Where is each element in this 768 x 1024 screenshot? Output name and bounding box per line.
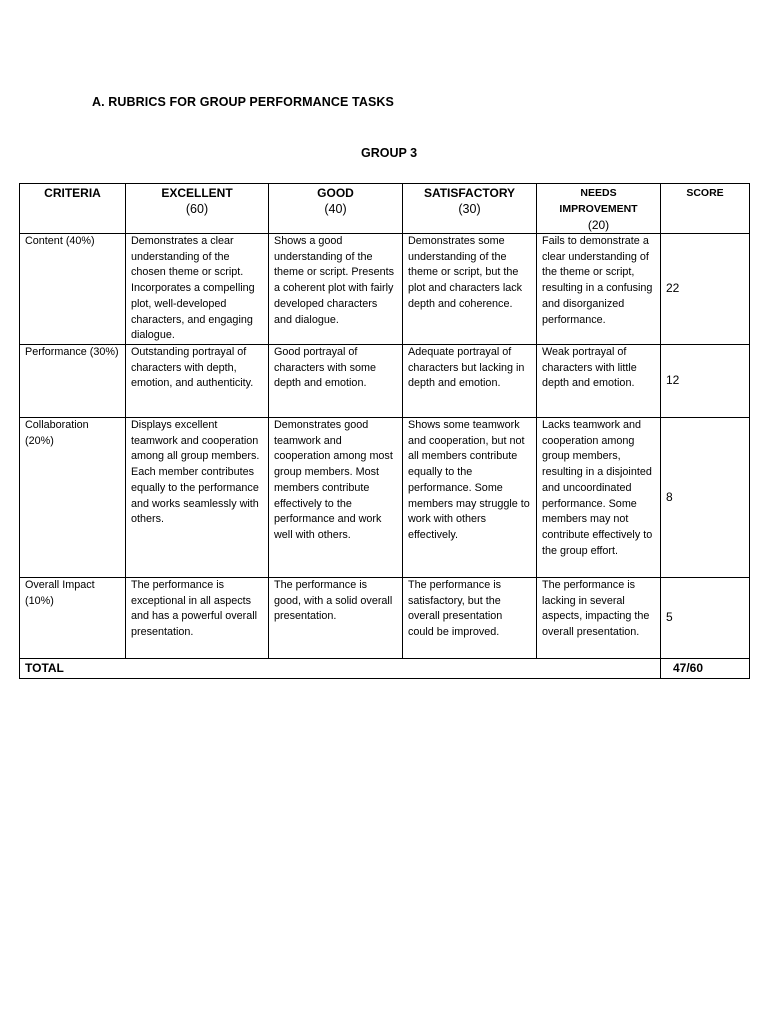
needs-improvement-cell: Fails to demonstrate a clear understanding of the theme or script, resulting in a confusing and disorganized performance. xyxy=(537,234,661,345)
header-needs-improvement: NEEDS IMPROVEMENT (20) xyxy=(537,184,661,234)
header-excellent: EXCELLENT (60) xyxy=(126,184,269,234)
satisfactory-cell: Shows some teamwork and cooperation, but not all members contribute equally to the performance. Some members may struggle to work with others effectively. xyxy=(403,418,537,578)
table-row xyxy=(20,418,750,578)
total-row xyxy=(20,659,750,679)
excellent-cell: Demonstrates a clear understanding of the chosen theme or script. Incorporates a compelling plot, well-developed characters, and engaging dialogue. xyxy=(126,234,269,345)
total-label: TOTAL xyxy=(20,659,661,679)
criteria-cell: Overall Impact (10%) xyxy=(20,578,126,659)
criteria-cell: Performance (30%) xyxy=(20,345,126,418)
satisfactory-cell: The performance is satisfactory, but the overall presentation could be improved. xyxy=(403,578,537,659)
criteria-cell: Collaboration (20%) xyxy=(20,418,126,578)
good-cell: The performance is good, with a solid overall presentation. xyxy=(269,578,403,659)
header-criteria: CRITERIA xyxy=(20,184,126,234)
good-cell: Good portrayal of characters with some depth and emotion. xyxy=(269,345,403,418)
excellent-cell: Displays excellent teamwork and cooperation among all group members. Each member contributes equally to the performance and works seamlessly with others. xyxy=(126,418,269,578)
header-score: SCORE xyxy=(661,184,750,234)
header-excellent-points: (60) xyxy=(185,202,209,216)
good-cell: Shows a good understanding of the theme or script. Presents a coherent plot with fairly developed characters and dialogue. xyxy=(269,234,403,345)
needs-improvement-cell: The performance is lacking in several aspects, impacting the overall presentation. xyxy=(537,578,661,659)
score-cell: 12 xyxy=(661,345,750,418)
score-cell: 22 xyxy=(661,234,750,345)
excellent-cell: The performance is exceptional in all aspects and has a powerful overall presentation. xyxy=(126,578,269,659)
satisfactory-cell: Demonstrates some understanding of the theme or script, but the plot and characters lack depth and coherence. xyxy=(403,234,537,345)
header-satisfactory: SATISFACTORY (30) xyxy=(403,184,537,234)
table-row xyxy=(20,578,750,659)
table-row xyxy=(20,345,750,418)
score-cell: 8 xyxy=(661,418,750,578)
document-heading: A. RUBRICS FOR GROUP PERFORMANCE TASKS xyxy=(92,95,394,109)
group-title: GROUP 3 xyxy=(361,146,418,160)
score-cell: 5 xyxy=(661,578,750,659)
criteria-cell: Content (40%) xyxy=(20,234,126,345)
total-value: 47/60 xyxy=(661,659,750,679)
excellent-cell: Outstanding portrayal of characters with depth, emotion, and authenticity. xyxy=(126,345,269,418)
header-needs-points: (20) xyxy=(587,218,610,232)
header-good: GOOD (40) xyxy=(269,184,403,234)
header-satisfactory-points: (30) xyxy=(458,202,481,216)
table-row xyxy=(20,234,750,345)
table-header-row xyxy=(20,184,750,234)
rubric-table xyxy=(19,183,750,679)
satisfactory-cell: Adequate portrayal of characters but lacking in depth and emotion. xyxy=(403,345,537,418)
header-good-points: (40) xyxy=(324,202,347,216)
needs-improvement-cell: Weak portrayal of characters with little depth and emotion. xyxy=(537,345,661,418)
good-cell: Demonstrates good teamwork and cooperation among most group members. Most members contribute effectively to the performance and work well with others. xyxy=(269,418,403,578)
needs-improvement-cell: Lacks teamwork and cooperation among group members, resulting in a disjointed and uncoordinated performance. Some members may not contribute effectively to the group effort. xyxy=(537,418,661,578)
